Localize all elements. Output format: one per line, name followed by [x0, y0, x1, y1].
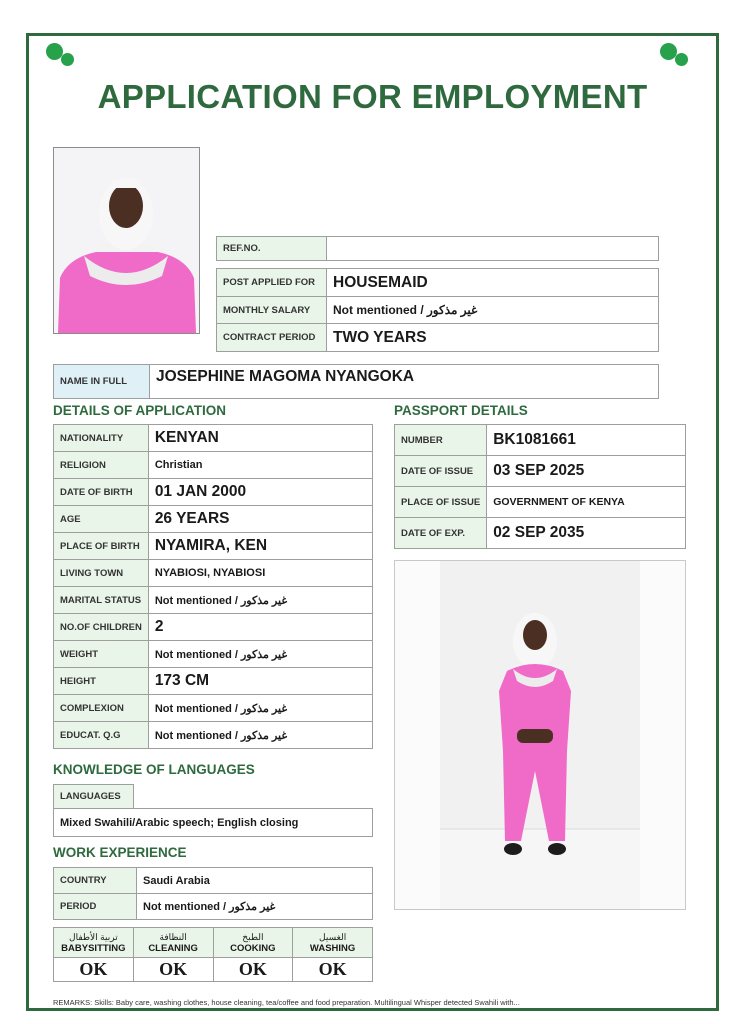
country-label: COUNTRY — [54, 868, 137, 894]
remarks-text: REMARKS: Skills: Baby care, washing clothes, house cleaning, tea/coffee and food preparation. Multilingual Whisper detected Swahili with... — [53, 998, 520, 1007]
skill-header-babysitting — [54, 928, 134, 958]
period-label: PERIOD — [54, 894, 137, 920]
period-value: Not mentioned / غير مذكور — [137, 894, 373, 920]
details-row — [54, 587, 373, 614]
skill-arabic-label: الطبخ — [242, 931, 264, 942]
details-row-label: NATIONALITY — [54, 425, 149, 452]
details-row — [54, 614, 373, 641]
skill-value-babysitting: OK — [54, 958, 134, 982]
details-row-value: 26 YEARS — [148, 506, 372, 533]
details-row-value: 173 CM — [148, 668, 372, 695]
corner-dots-right-icon — [660, 43, 694, 69]
monthly-salary-label: MONTHLY SALARY — [217, 297, 327, 324]
skill-arabic-label: الغسيل — [319, 931, 347, 942]
details-row — [54, 533, 373, 560]
name-in-full-label: NAME IN FULL — [54, 365, 150, 399]
skill-label: COOKING — [230, 942, 276, 954]
details-row-value: Christian — [148, 452, 372, 479]
details-row — [54, 641, 373, 668]
contract-period-label: CONTRACT PERIOD — [217, 324, 327, 352]
skill-arabic-label: تربية الأطفال — [69, 931, 118, 942]
details-row-label: LIVING TOWN — [54, 560, 149, 587]
details-row-value: NYABIOSI, NYABIOSI — [148, 560, 372, 587]
languages-heading: KNOWLEDGE OF LANGUAGES — [53, 762, 255, 777]
salary-row — [217, 297, 659, 324]
passport-table — [394, 424, 686, 549]
ref-no-value — [327, 237, 659, 261]
ref-no-label: REF.NO. — [217, 237, 327, 261]
passport-row-label: DATE OF EXP. — [395, 518, 487, 549]
ref-no-row — [217, 237, 659, 261]
work-table — [53, 867, 373, 920]
details-row-value: NYAMIRA, KEN — [148, 533, 372, 560]
skill-value-cleaning: OK — [133, 958, 213, 982]
passport-row-label: NUMBER — [395, 425, 487, 456]
page-title: APPLICATION FOR EMPLOYMENT — [97, 78, 648, 115]
details-row — [54, 479, 373, 506]
post-row — [217, 269, 659, 297]
passport-row-value: 02 SEP 2035 — [487, 518, 686, 549]
details-row — [54, 452, 373, 479]
details-row-label: NO.OF CHILDREN — [54, 614, 149, 641]
languages-table — [53, 784, 373, 837]
details-row-label: DATE OF BIRTH — [54, 479, 149, 506]
details-row-value: Not mentioned / غير مذكور — [148, 587, 372, 614]
skills-value-row — [54, 958, 373, 982]
skill-label: WASHING — [309, 942, 356, 954]
skills-table — [53, 927, 373, 982]
details-row-value: Not mentioned / غير مذكور — [148, 722, 372, 749]
details-row-value: Not mentioned / غير مذكور — [148, 695, 372, 722]
work-heading: WORK EXPERIENCE — [53, 845, 187, 860]
details-row-label: WEIGHT — [54, 641, 149, 668]
details-row-value: 2 — [148, 614, 372, 641]
details-row — [54, 425, 373, 452]
post-applied-label: POST APPLIED FOR — [217, 269, 327, 297]
details-row — [54, 560, 373, 587]
passport-row-label: DATE OF ISSUE — [395, 456, 487, 487]
skill-value-cooking: OK — [213, 958, 293, 982]
details-row-label: PLACE OF BIRTH — [54, 533, 149, 560]
details-row-label: COMPLEXION — [54, 695, 149, 722]
details-row-value: KENYAN — [148, 425, 372, 452]
applicant-portrait-photo — [53, 147, 200, 334]
skill-arabic-label: النظافة — [159, 931, 187, 942]
skill-label: CLEANING — [148, 942, 198, 954]
passport-row-label: PLACE OF ISSUE — [395, 487, 487, 518]
applicant-full-body-photo — [394, 560, 686, 910]
details-row — [54, 668, 373, 695]
passport-row — [395, 487, 686, 518]
details-row-label: RELIGION — [54, 452, 149, 479]
passport-row — [395, 518, 686, 549]
details-row — [54, 722, 373, 749]
details-row — [54, 506, 373, 533]
passport-row — [395, 456, 686, 487]
corner-dots-left-icon — [46, 43, 80, 69]
details-row-label: AGE — [54, 506, 149, 533]
passport-row-value: GOVERNMENT OF KENYA — [487, 487, 686, 518]
languages-label: LANGUAGES — [54, 785, 134, 809]
post-details-table — [216, 236, 659, 352]
details-table — [53, 424, 373, 749]
languages-value: Mixed Swahili/Arabic speech; English closing — [54, 809, 373, 837]
details-row-label: MARITAL STATUS — [54, 587, 149, 614]
passport-row-value: BK1081661 — [487, 425, 686, 456]
passport-heading: PASSPORT DETAILS — [394, 403, 528, 418]
skill-label: BABYSITTING — [61, 942, 126, 954]
details-row-value: Not mentioned / غير مذكور — [148, 641, 372, 668]
skill-header-cooking — [213, 928, 293, 958]
contract-row — [217, 324, 659, 352]
contract-period-value: TWO YEARS — [327, 324, 659, 352]
skills-header-row — [54, 928, 373, 958]
details-row-value: 01 JAN 2000 — [148, 479, 372, 506]
skill-header-washing — [293, 928, 373, 958]
details-heading: DETAILS OF APPLICATION — [53, 403, 226, 418]
details-row-label: HEIGHT — [54, 668, 149, 695]
monthly-salary-value: Not mentioned / غير مذكور — [327, 297, 659, 324]
details-row — [54, 695, 373, 722]
passport-row — [395, 425, 686, 456]
details-row-label: EDUCAT. Q.G — [54, 722, 149, 749]
country-value: Saudi Arabia — [137, 868, 373, 894]
post-applied-value: HOUSEMAID — [327, 269, 659, 297]
skill-value-washing: OK — [293, 958, 373, 982]
skill-header-cleaning — [133, 928, 213, 958]
name-in-full-value: JOSEPHINE MAGOMA NYANGOKA — [150, 365, 659, 399]
passport-row-value: 03 SEP 2025 — [487, 456, 686, 487]
name-table — [53, 364, 659, 399]
